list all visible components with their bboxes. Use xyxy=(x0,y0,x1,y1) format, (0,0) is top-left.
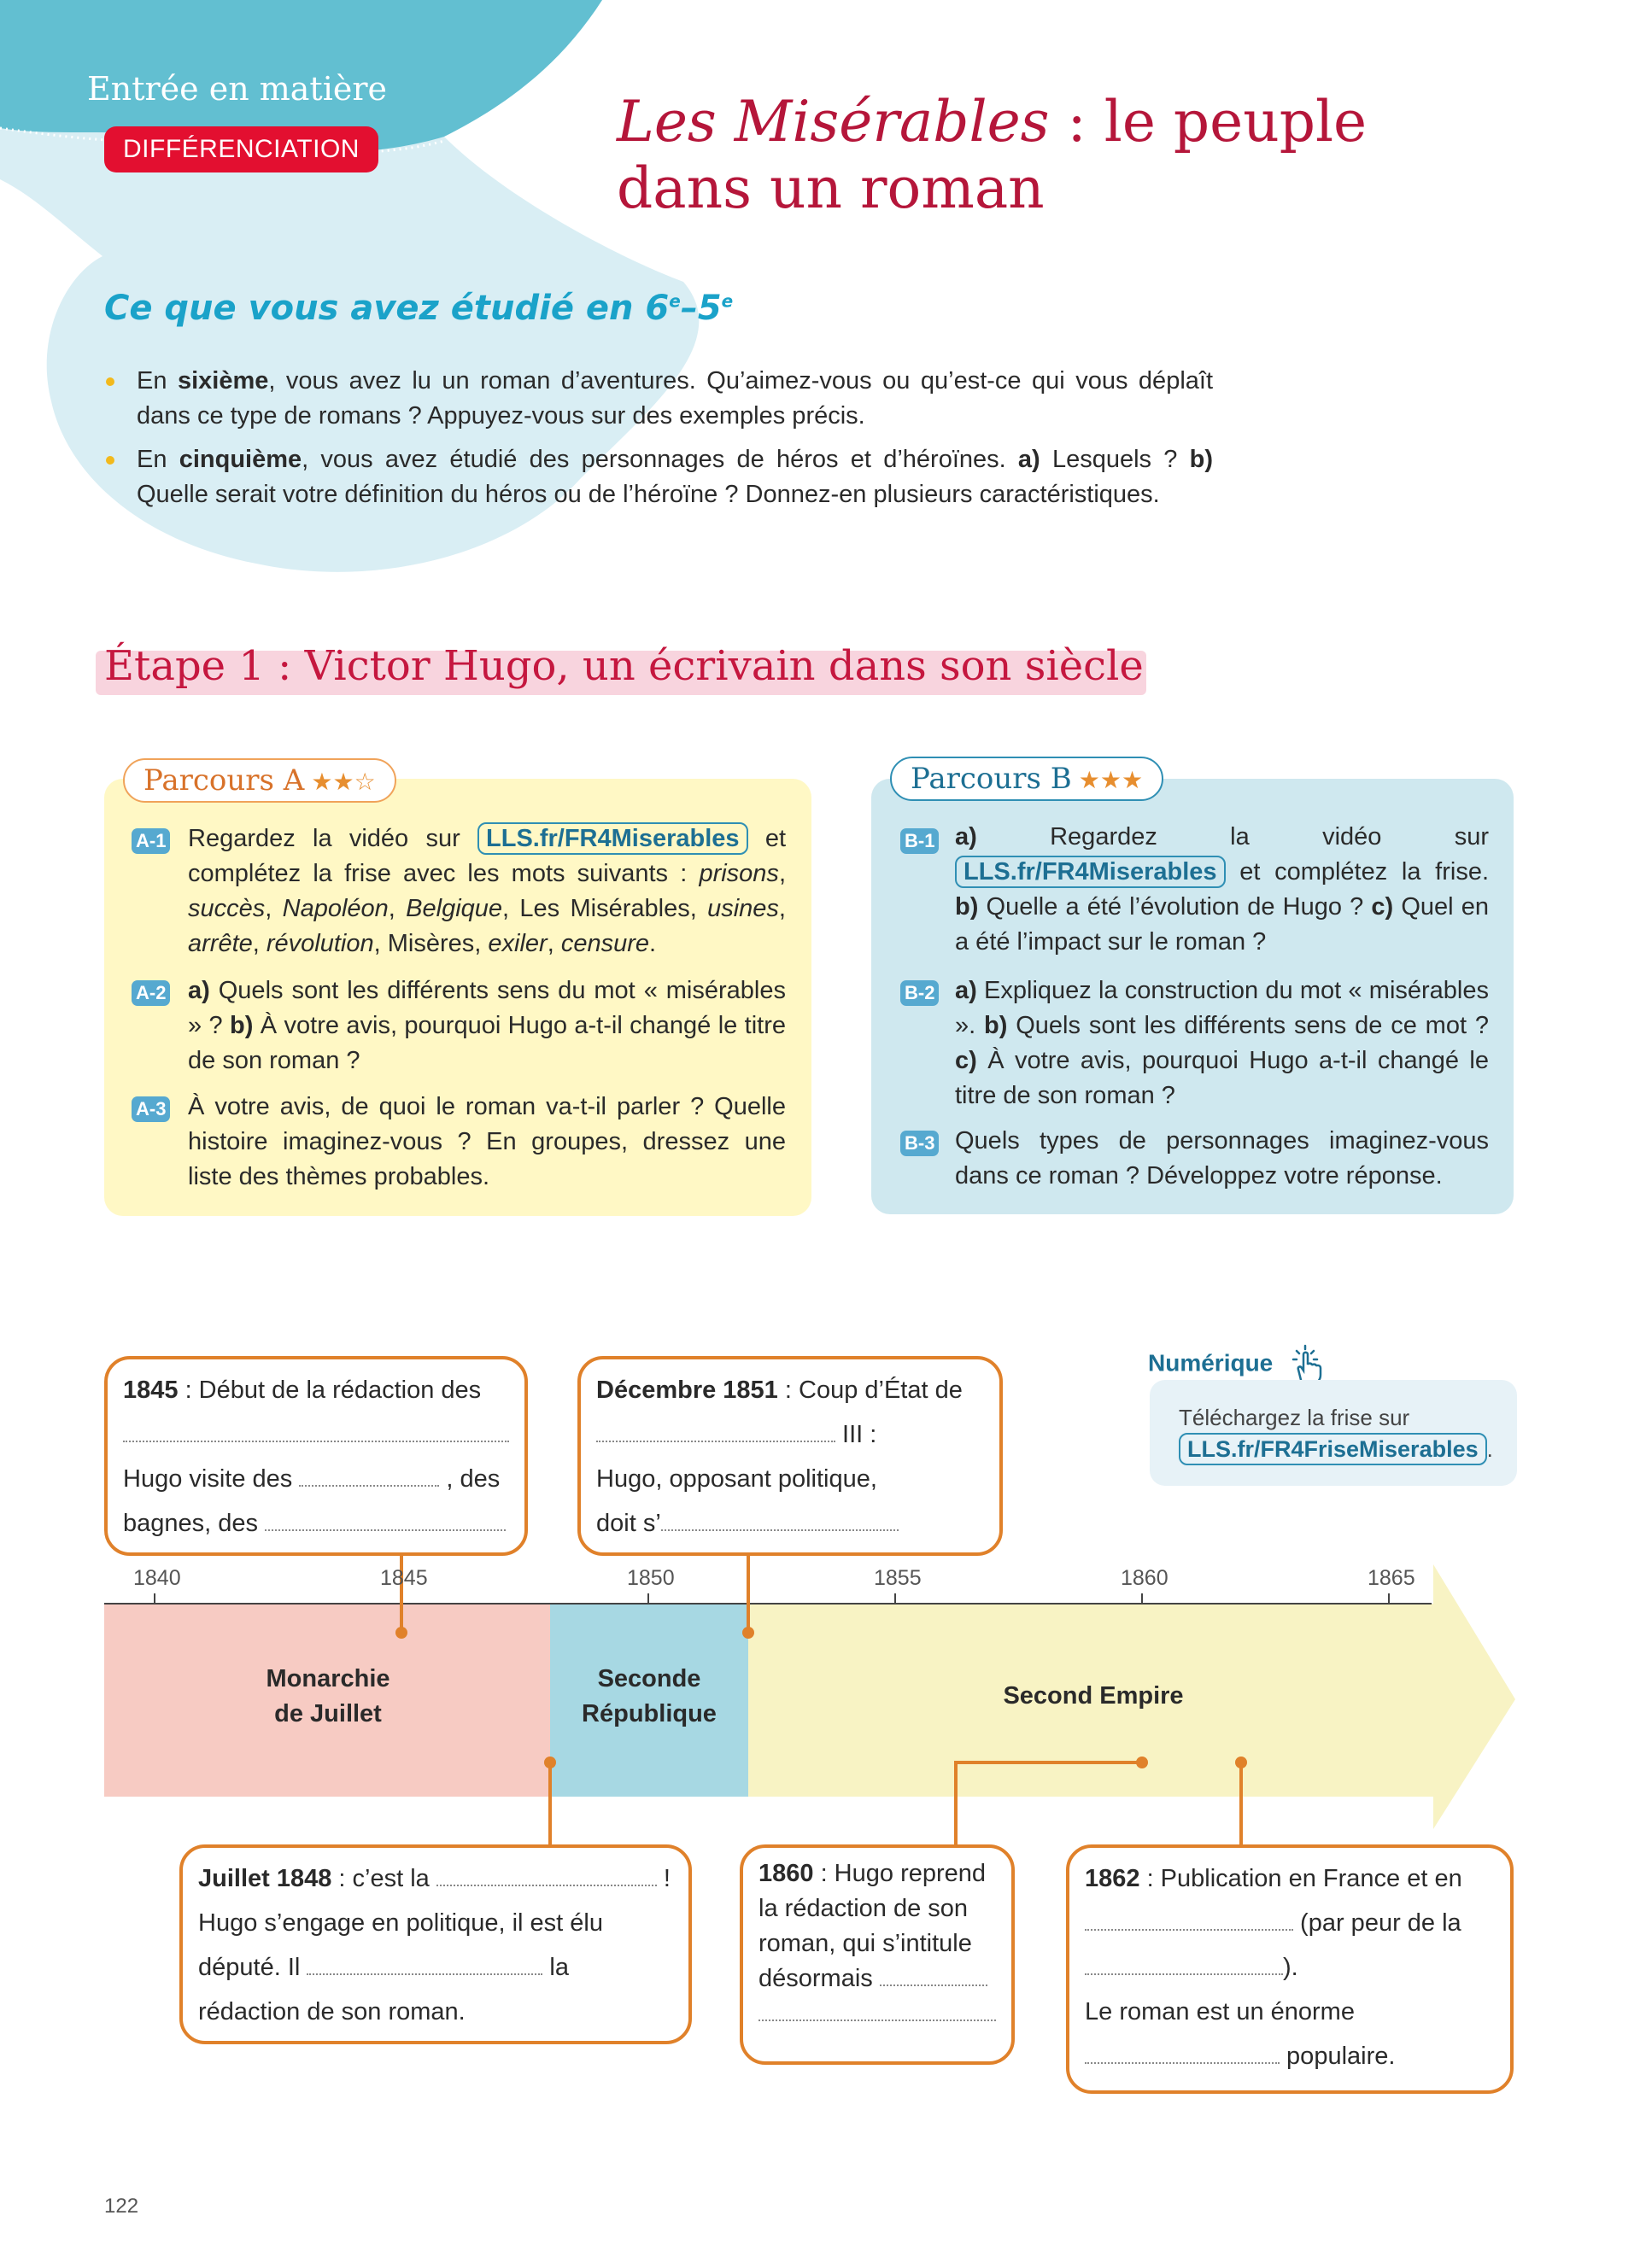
b2-text-f: Quelle serait votre définition du héros ou de l’héroïne ? Donnez-en plusieurs caractéristiques. xyxy=(137,481,1160,508)
event-1848-text1: : c’est la xyxy=(331,1865,436,1892)
b1-bold: sixième xyxy=(177,367,269,395)
title-line2: dans un roman xyxy=(617,155,1045,221)
event-1845-date: 1845 xyxy=(123,1377,179,1404)
b2-text-b: , vous avez étudié des personnages de héros et d’héroïnes. xyxy=(302,446,1018,473)
event-1848 xyxy=(179,1844,692,2044)
event-1845-text4: bagnes, des xyxy=(123,1510,266,1537)
event-1851-text4: doit s’ xyxy=(596,1510,661,1537)
event-1851-text2: III : xyxy=(835,1421,877,1448)
event-1862-date: 1862 xyxy=(1085,1865,1140,1892)
event-1848-text3: Hugo s’engage en politique, il est élu xyxy=(198,1909,603,1937)
studied-sup2: e xyxy=(721,290,734,312)
blank-1860-b[interactable] xyxy=(758,2001,996,2021)
period-republique-l1: Seconde xyxy=(597,1665,701,1692)
etape-title: Étape 1 : Victor Hugo, un écrivain dans son siècle xyxy=(104,642,1144,690)
a1-text2: et complétez la frise avec les mots suivants : xyxy=(188,825,787,887)
numerique-text-line: Téléchargez la frise sur xyxy=(1179,1405,1410,1430)
parcours-b-label: Parcours B xyxy=(911,762,1072,796)
period-empire-label: Second Empire xyxy=(1003,1682,1184,1710)
blank-1860-a[interactable] xyxy=(880,1966,987,1986)
bullet-dot-icon xyxy=(106,377,114,386)
event-1862-text1: : Publication en France et en xyxy=(1139,1865,1462,1892)
b1-text-b: , vous avez lu un roman d’aventures. Qu’aimez-vous ou qu’est-ce qui vous déplaît dans ce type de romans ? Appuyez-vous sur des exemples précis. xyxy=(137,367,1214,430)
a2-text2: À votre avis, pourquoi Hugo a-t-il changé le titre de son roman ? xyxy=(188,1012,786,1074)
blank-1862-c[interactable] xyxy=(1085,2043,1280,2064)
year-1850: 1850 xyxy=(627,1566,675,1590)
badge-a2: A-2 xyxy=(132,980,170,1006)
event-1845-text3: , des xyxy=(439,1465,501,1493)
bullet-sixieme xyxy=(101,364,1213,434)
parcours-a-label: Parcours A xyxy=(144,763,305,798)
dot-1845 xyxy=(395,1627,407,1639)
question-a1: Regardez la vidéo sur LLS.fr/FR4Miserables et complétez la frise avec les mots suivants : prisons, succès, Napoléon, Belgique, Les Misérables, usines, arrête, révolution, Misères, exiler, censure. xyxy=(188,821,786,962)
word-exiler: exiler xyxy=(488,930,548,957)
studied-heading-text: Ce que vous avez étudié en 6 xyxy=(104,289,670,328)
b2q-text3: À votre avis, pourquoi Hugo a-t-il changé le titre de son roman ? xyxy=(955,1047,1489,1109)
event-1860-text1: : Hugo reprend la rédaction de son roman, qui s’intitule désormais xyxy=(758,1860,987,1992)
blank-1848-a[interactable] xyxy=(436,1866,657,1886)
parcours-a-stars-icon: ★★☆ xyxy=(311,768,376,796)
video-link-b[interactable]: LLS.fr/FR4Miserables xyxy=(955,856,1226,888)
word-belgique: Belgique xyxy=(406,895,503,922)
event-1862-text4: Le roman est un énorme xyxy=(1085,1998,1355,2025)
bullet-cinquieme xyxy=(101,442,1213,512)
b2-text-a: En xyxy=(137,446,179,473)
parcours-b-tag xyxy=(890,757,1163,801)
studied-bullets xyxy=(101,364,1213,521)
event-1860 xyxy=(740,1844,1015,2065)
word-succes: succès xyxy=(188,895,266,922)
badge-b1: B-1 xyxy=(900,828,939,854)
question-b1 xyxy=(955,820,1489,960)
event-1851-date: Décembre 1851 xyxy=(596,1377,778,1404)
numerique-label-text: Numérique xyxy=(1148,1349,1274,1377)
blank-1851-b[interactable] xyxy=(661,1511,899,1531)
title-italic: Les Misérables xyxy=(617,89,1050,155)
b2q-c-label: c) xyxy=(955,1047,977,1074)
year-1845: 1845 xyxy=(380,1566,428,1590)
word-censure: censure xyxy=(560,930,650,957)
blank-1848-b[interactable] xyxy=(307,1955,542,1975)
event-1860-date: 1860 xyxy=(758,1860,814,1887)
page-title xyxy=(617,89,1367,222)
b1-a-label: a) xyxy=(955,823,977,850)
badge-b3: B-3 xyxy=(900,1131,939,1156)
event-1862-text5: populaire. xyxy=(1280,2043,1396,2070)
page-number: 122 xyxy=(104,2195,139,2218)
event-1862 xyxy=(1066,1844,1514,2094)
blank-1851-a[interactable] xyxy=(596,1422,835,1442)
event-1848-text4: député. Il xyxy=(198,1954,308,1981)
event-1851-text1: : Coup d’État de xyxy=(777,1377,963,1404)
event-1851 xyxy=(577,1356,1003,1556)
question-b2 xyxy=(955,973,1489,1114)
frise-download-link[interactable]: LLS.fr/FR4FriseMiserables xyxy=(1179,1433,1487,1465)
b2q-b-label: b) xyxy=(984,1012,1008,1039)
studied-sup1: e xyxy=(669,290,681,312)
word-usines: usines xyxy=(707,895,779,922)
b2-a-label: a) xyxy=(1017,446,1040,473)
b1-text3: Quelle a été l’évolution de Hugo ? xyxy=(978,893,1372,921)
parcours-a-tag xyxy=(123,758,396,803)
studied-dash: –5 xyxy=(680,289,722,328)
studied-heading xyxy=(104,289,733,328)
event-1851-text3: Hugo, opposant politique, xyxy=(596,1465,877,1493)
b1-c-label: c) xyxy=(1371,893,1394,921)
dot-1848 xyxy=(544,1757,556,1768)
b2-b-label: b) xyxy=(1189,446,1213,473)
a2-a-label: a) xyxy=(188,977,210,1004)
badge-b2: B-2 xyxy=(900,980,939,1006)
event-1845 xyxy=(104,1356,528,1556)
event-1848-date: Juillet 1848 xyxy=(198,1865,332,1892)
section-label: Entrée en matière xyxy=(87,70,387,108)
b1-b-label: b) xyxy=(955,893,979,921)
period-republique-l2: République xyxy=(582,1700,717,1727)
b1-text-a: En xyxy=(137,367,178,395)
blank-1862-a[interactable] xyxy=(1085,1910,1293,1931)
dot-1862 xyxy=(1235,1757,1247,1768)
year-1865: 1865 xyxy=(1368,1566,1415,1590)
word-revolution: révolution xyxy=(266,930,374,957)
blank-1845-b[interactable] xyxy=(299,1466,439,1487)
a2-text1: Quels sont les différents sens du mot « misérables » ? xyxy=(188,977,786,1039)
blank-1862-b[interactable] xyxy=(1085,1955,1283,1975)
numerique-end: . xyxy=(1486,1436,1493,1462)
word-napoleon: Napoléon xyxy=(282,895,389,922)
title-rest: : le peuple xyxy=(1049,89,1368,155)
year-ticks xyxy=(155,1593,1389,1604)
period-monarchie-l1: Monarchie xyxy=(266,1665,390,1692)
event-1862-text3: ). xyxy=(1283,1954,1298,1981)
blank-1845-a[interactable] xyxy=(123,1422,509,1442)
year-1840: 1840 xyxy=(133,1566,181,1590)
year-1860: 1860 xyxy=(1121,1566,1168,1590)
etape-heading xyxy=(96,642,1146,699)
period-monarchie-label xyxy=(243,1662,413,1732)
event-1848-text6: rédaction de son roman. xyxy=(198,1998,466,2025)
b2q-text1: Expliquez la construction du mot « misérables ». xyxy=(955,977,1489,1039)
badge-a3: A-3 xyxy=(132,1096,170,1122)
b1-text2: et complétez la frise. xyxy=(1225,858,1489,886)
blank-1845-c[interactable] xyxy=(265,1511,506,1531)
question-b3: Quels types de personnages imaginez-vous dans ce roman ? Développez votre réponse. xyxy=(955,1127,1489,1190)
b2q-text2: Quels sont les différents sens de ce mot ? xyxy=(1007,1012,1489,1039)
video-link-a[interactable]: LLS.fr/FR4Miserables xyxy=(477,822,748,855)
b1-text1: Regardez la vidéo sur xyxy=(976,823,1489,850)
bullet-dot-icon xyxy=(106,456,114,465)
b2-text-d: Lesquels ? xyxy=(1040,446,1190,473)
badge-a1: A-1 xyxy=(132,828,170,854)
event-1848-text5: la xyxy=(542,1954,570,1981)
dot-1860 xyxy=(1136,1757,1148,1768)
word-les-miserables: Les Misérables xyxy=(519,895,690,922)
parcours-b-stars-icon: ★★★ xyxy=(1078,766,1144,794)
word-prisons: prisons xyxy=(699,860,779,887)
event-1845-text1: : Début de la rédaction des xyxy=(178,1377,482,1404)
b2-bold: cinquième xyxy=(179,446,302,473)
a2-b-label: b) xyxy=(230,1012,254,1039)
period-monarchie-l2: de Juillet xyxy=(274,1700,382,1727)
word-miseres: Misères xyxy=(387,930,475,957)
question-a2 xyxy=(188,973,786,1078)
event-1862-text2: (par peur de la xyxy=(1293,1909,1461,1937)
period-republique-label xyxy=(564,1662,735,1732)
event-1848-text2: ! xyxy=(656,1865,671,1892)
year-1855: 1855 xyxy=(874,1566,922,1590)
b1-text4: Quel en a été l’impact sur le roman ? xyxy=(955,893,1489,956)
event-1845-text2: Hugo visite des xyxy=(123,1465,300,1493)
question-a3: À votre avis, de quoi le roman va-t-il parler ? Quelle histoire imaginez-vous ? En groupes, dressez une liste des thèmes probables. xyxy=(188,1093,786,1190)
differentiation-badge: DIFFÉRENCIATION xyxy=(104,126,378,172)
dot-1851 xyxy=(742,1627,754,1639)
word-arrete: arrête xyxy=(188,930,253,957)
b2q-a-label: a) xyxy=(955,977,977,1004)
a1-text1: Regardez la vidéo sur xyxy=(188,825,478,852)
